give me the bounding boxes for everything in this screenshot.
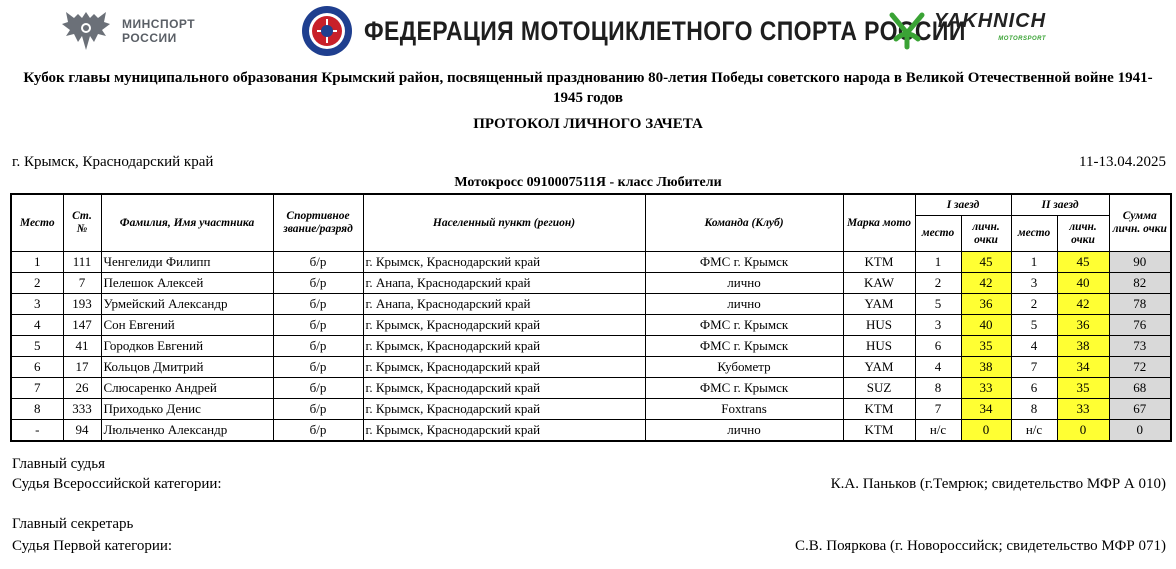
cell-name: Урмейский Александр [101, 294, 273, 315]
yakhnich-emblem-icon [886, 9, 928, 51]
chief-secretary-title: Главный секретарь [12, 516, 134, 532]
cell-race-2-pts: 34 [1057, 357, 1109, 378]
cell-num: 94 [63, 420, 101, 442]
table-row [11, 315, 1171, 336]
cell-place: - [11, 420, 63, 442]
table-row [11, 252, 1171, 273]
table-row [11, 378, 1171, 399]
cell-place: 6 [11, 357, 63, 378]
cell-moto: HUS [843, 315, 915, 336]
cell-race-1-pts: 34 [961, 399, 1011, 420]
cell-num: 17 [63, 357, 101, 378]
yakhnich-logo [886, 9, 1046, 51]
cell-num: 111 [63, 252, 101, 273]
event-date: 11-13.04.2025 [1079, 154, 1166, 170]
cell-rank: б/р [273, 420, 363, 442]
header-race-1: I заезд [915, 194, 1011, 216]
cell-moto: KAW [843, 273, 915, 294]
cell-city: г. Анапа, Краснодарский край [363, 294, 645, 315]
table-row [11, 273, 1171, 294]
cell-race-1-pts: 33 [961, 378, 1011, 399]
cell-city: г. Крымск, Краснодарский край [363, 252, 645, 273]
cell-team: лично [645, 420, 843, 442]
header-num: Ст. № [63, 194, 101, 252]
class-title: Мотокросс 0910007511Я - класс Любители [454, 175, 722, 190]
cell-place: 4 [11, 315, 63, 336]
fms-logo [300, 4, 966, 58]
yakhnich-name: YAKHNICH [934, 10, 1047, 32]
header-race-1-pos: место [915, 216, 961, 252]
cell-race-1-pos: 8 [915, 378, 961, 399]
cell-city: г. Анапа, Краснодарский край [363, 273, 645, 294]
cell-race-2-pos: 3 [1011, 273, 1057, 294]
header-rank: Спортивное звание/разряд [273, 194, 363, 252]
cell-sum: 76 [1109, 315, 1171, 336]
table-row [11, 399, 1171, 420]
cell-race-1-pos: 4 [915, 357, 961, 378]
cell-num: 193 [63, 294, 101, 315]
header-moto: Марка мото [843, 194, 915, 252]
cell-race-2-pts: 0 [1057, 420, 1109, 442]
minsport-line-2: РОССИИ [122, 31, 177, 45]
cell-race-1-pts: 35 [961, 336, 1011, 357]
cell-moto: SUZ [843, 378, 915, 399]
cell-team: ФМС г. Крымск [645, 315, 843, 336]
header-race-2: II заезд [1011, 194, 1109, 216]
cell-name: Городков Евгений [101, 336, 273, 357]
cell-name: Пелешок Алексей [101, 273, 273, 294]
cell-team: лично [645, 273, 843, 294]
fms-emblem-icon [300, 4, 354, 58]
cell-place: 5 [11, 336, 63, 357]
table-row [11, 357, 1171, 378]
logo-bar [0, 0, 1176, 64]
cell-team: ФМС г. Крымск [645, 378, 843, 399]
cell-rank: б/р [273, 315, 363, 336]
header-race-2-pts: личн. очки [1057, 216, 1109, 252]
cell-race-1-pos: 2 [915, 273, 961, 294]
cell-race-2-pos: 8 [1011, 399, 1057, 420]
cell-race-2-pos: 6 [1011, 378, 1057, 399]
fms-name: ФЕДЕРАЦИЯ МОТОЦИКЛЕТНОГО СПОРТА РОССИИ [364, 15, 966, 46]
cell-rank: б/р [273, 294, 363, 315]
cell-team: Foxtrans [645, 399, 843, 420]
cell-race-1-pts: 36 [961, 294, 1011, 315]
cell-race-2-pts: 38 [1057, 336, 1109, 357]
cell-num: 333 [63, 399, 101, 420]
cell-race-2-pos: н/с [1011, 420, 1057, 442]
cell-moto: KTM [843, 420, 915, 442]
cell-city: г. Крымск, Краснодарский край [363, 336, 645, 357]
header-race-1-pts: личн. очки [961, 216, 1011, 252]
cell-race-2-pts: 33 [1057, 399, 1109, 420]
cell-place: 8 [11, 399, 63, 420]
header-team: Команда (Клуб) [645, 194, 843, 252]
table-row [11, 294, 1171, 315]
cell-sum: 68 [1109, 378, 1171, 399]
cell-race-1-pts: 45 [961, 252, 1011, 273]
cell-name: Слюсаренко Андрей [101, 378, 273, 399]
cell-sum: 82 [1109, 273, 1171, 294]
minsport-logo [58, 6, 195, 56]
cell-rank: б/р [273, 357, 363, 378]
chief-judge-category: Судья Всероссийской категории: [12, 476, 222, 492]
cell-place: 2 [11, 273, 63, 294]
cell-race-1-pos: 3 [915, 315, 961, 336]
cell-place: 1 [11, 252, 63, 273]
cell-rank: б/р [273, 378, 363, 399]
cell-race-1-pos: 6 [915, 336, 961, 357]
cell-name: Сон Евгений [101, 315, 273, 336]
table-row [11, 336, 1171, 357]
cell-moto: YAM [843, 357, 915, 378]
header-city: Населенный пункт (регион) [363, 194, 645, 252]
cell-place: 7 [11, 378, 63, 399]
chief-judge-title: Главный судья [12, 456, 106, 472]
eagle-emblem-icon [58, 6, 114, 56]
cell-race-1-pos: 1 [915, 252, 961, 273]
cell-race-2-pos: 7 [1011, 357, 1057, 378]
table-row [11, 420, 1171, 442]
cell-moto: KTM [843, 252, 915, 273]
cell-num: 41 [63, 336, 101, 357]
cell-race-2-pos: 5 [1011, 315, 1057, 336]
event-location: г. Крымск, Краснодарский край [12, 154, 214, 170]
cell-sum: 72 [1109, 357, 1171, 378]
cell-sum: 78 [1109, 294, 1171, 315]
cell-sum: 73 [1109, 336, 1171, 357]
chief-secretary-category: Судья Первой категории: [12, 538, 173, 554]
cell-city: г. Крымск, Краснодарский край [363, 420, 645, 442]
cell-race-1-pts: 0 [961, 420, 1011, 442]
cell-team: ФМС г. Крымск [645, 252, 843, 273]
cell-rank: б/р [273, 273, 363, 294]
cell-team: Кубометр [645, 357, 843, 378]
cell-race-1-pts: 42 [961, 273, 1011, 294]
cell-race-2-pts: 42 [1057, 294, 1109, 315]
cell-race-2-pts: 35 [1057, 378, 1109, 399]
chief-secretary-name: С.В. Пояркова (г. Новороссийск; свидетельство МФР 071) [794, 538, 1166, 554]
cell-moto: KTM [843, 399, 915, 420]
event-title: Кубок главы муниципального образования Крымский район, посвященный празднованию 80-летия Победы советского народа в Великой Отечественной войне 1941-1945 годов [23, 70, 1153, 106]
cell-city: г. Крымск, Краснодарский край [363, 315, 645, 336]
cell-place: 3 [11, 294, 63, 315]
cell-moto: YAM [843, 294, 915, 315]
yakhnich-sub: MOTORSPORT [998, 36, 1047, 42]
cell-name: Кольцов Дмитрий [101, 357, 273, 378]
header-name: Фамилия, Имя участника [101, 194, 273, 252]
cell-rank: б/р [273, 336, 363, 357]
cell-race-2-pts: 40 [1057, 273, 1109, 294]
cell-sum: 90 [1109, 252, 1171, 273]
cell-city: г. Крымск, Краснодарский край [363, 399, 645, 420]
cell-team: ФМС г. Крымск [645, 336, 843, 357]
cell-race-2-pos: 4 [1011, 336, 1057, 357]
cell-race-2-pos: 1 [1011, 252, 1057, 273]
cell-city: г. Крымск, Краснодарский край [363, 378, 645, 399]
cell-rank: б/р [273, 399, 363, 420]
cell-moto: HUS [843, 336, 915, 357]
cell-race-1-pos: н/с [915, 420, 961, 442]
cell-num: 26 [63, 378, 101, 399]
cell-race-2-pts: 36 [1057, 315, 1109, 336]
cell-race-2-pos: 2 [1011, 294, 1057, 315]
cell-name: Приходько Денис [101, 399, 273, 420]
cell-name: Ченгелиди Филипп [101, 252, 273, 273]
cell-sum: 67 [1109, 399, 1171, 420]
cell-team: лично [645, 294, 843, 315]
cell-name: Люльченко Александр [101, 420, 273, 442]
cell-race-2-pts: 45 [1057, 252, 1109, 273]
cell-num: 7 [63, 273, 101, 294]
cell-city: г. Крымск, Краснодарский край [363, 357, 645, 378]
cell-sum: 0 [1109, 420, 1171, 442]
chief-judge-name: К.А. Паньков (г.Темрюк; свидетельство МФР А 010) [830, 476, 1166, 492]
cell-rank: б/р [273, 252, 363, 273]
cell-race-1-pts: 38 [961, 357, 1011, 378]
minsport-line-1: МИНСПОРТ [122, 17, 196, 31]
header-race-2-pos: место [1011, 216, 1057, 252]
header-sum: Сумма личн. очки [1109, 194, 1171, 252]
cell-num: 147 [63, 315, 101, 336]
cell-race-1-pos: 7 [915, 399, 961, 420]
results-table [10, 193, 1172, 442]
cell-race-1-pos: 5 [915, 294, 961, 315]
cell-race-1-pts: 40 [961, 315, 1011, 336]
header-place: Место [11, 194, 63, 252]
protocol-title: ПРОТОКОЛ ЛИЧНОГО ЗАЧЕТА [473, 116, 703, 132]
